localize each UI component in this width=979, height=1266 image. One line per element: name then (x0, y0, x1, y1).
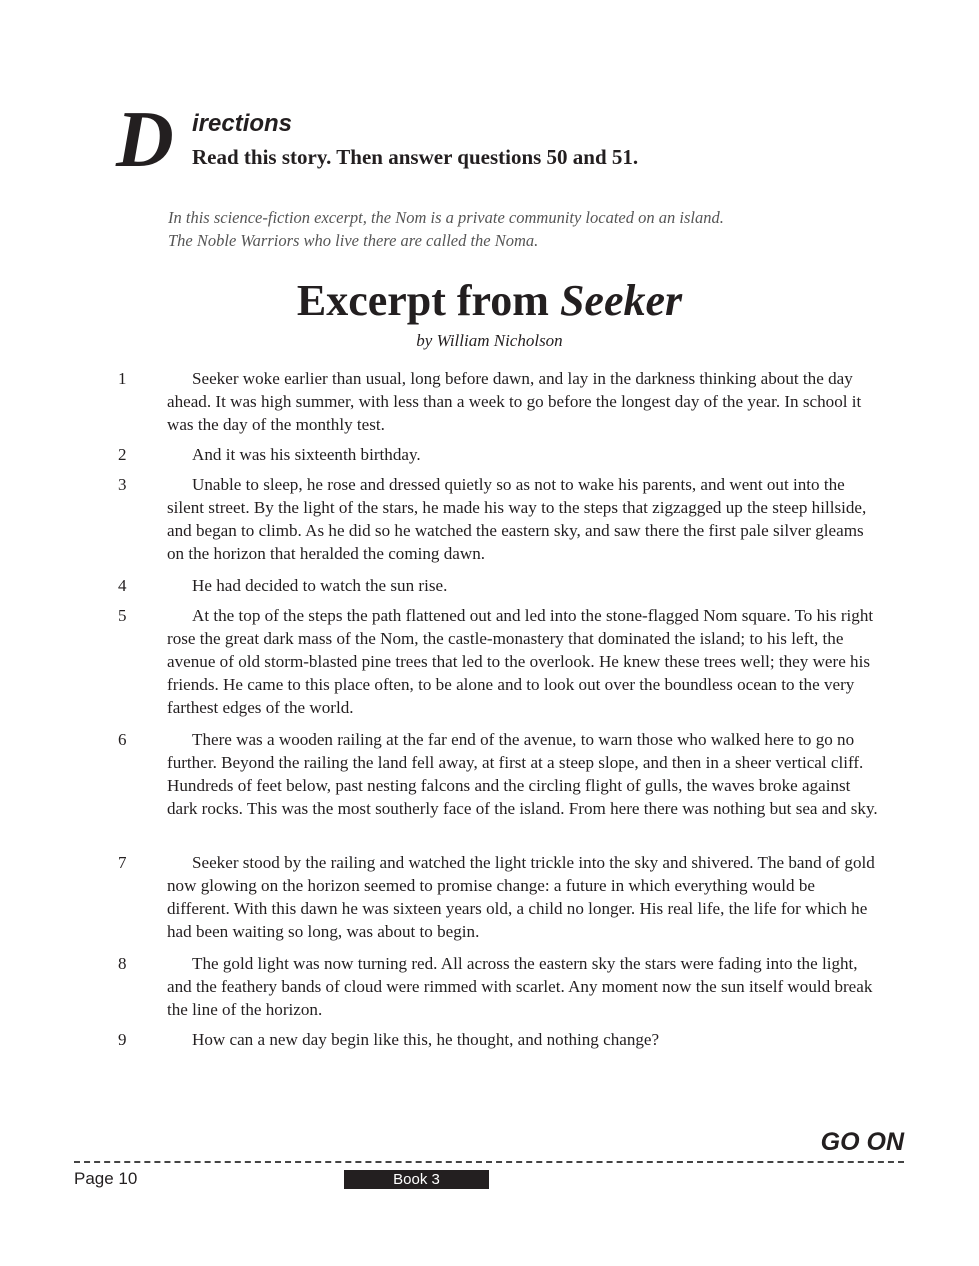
paragraph-number: 7 (118, 853, 127, 872)
paragraph-number: 8 (118, 954, 127, 973)
directions-header (116, 96, 816, 184)
go-on-label: GO ON (820, 1128, 904, 1156)
paragraph-number: 2 (118, 445, 127, 464)
title-prefix: Excerpt from (296, 276, 560, 325)
paragraph-number: 9 (118, 1030, 127, 1049)
paragraph-number: 6 (118, 730, 127, 749)
paragraph-text: How can a new day begin like this, he thought, and nothing change? (192, 1030, 660, 1049)
story-title (0, 274, 979, 328)
paragraph-text: At the top of the steps the path flattened out and led into the stone-flagged Nom square. To his right rose the great dark mass of the Nom, the castle-monastery that dominated the island; to his left, the avenue of old storm-blasted pine trees that led to the overlook. He knew these trees well; they were his friends. He came to this place often, to be alone and to look out over the boundless ocean to the very farthest edges of the world. (167, 606, 874, 717)
directions-heading: irections (192, 110, 293, 137)
paragraph-text: He had decided to watch the sun rise. (192, 576, 448, 595)
page-number: Page 10 (74, 1169, 138, 1188)
intro-line-2: The Noble Warriors who live there are called the Noma. (168, 231, 539, 250)
paragraph-text: And it was his sixteenth birthday. (192, 445, 421, 464)
paragraph-text: Seeker woke earlier than usual, long before dawn, and lay in the darkness thinking about the day ahead. It was high summer, with less than a week to go before the longest day of the year. In school it was the day of the monthly test. (167, 369, 862, 434)
directions-drop-cap: D (116, 96, 174, 184)
paragraph-number: 5 (118, 606, 127, 625)
paragraph-text: Unable to sleep, he rose and dressed quietly so as not to wake his parents, and went out into the silent street. By the light of the stars, he made his way to the steps that zigzagged up the steep hillside, and began to climb. As he did so he watched the eastern sky, and saw there the first pale silver gleams on the horizon that heralded the coming dawn. (167, 475, 867, 563)
paragraph-number: 3 (118, 475, 127, 494)
byline: by William Nicholson (416, 331, 563, 350)
paragraph-number: 4 (118, 576, 127, 595)
paragraph-text: The gold light was now turning red. All across the eastern sky the stars were fading into the light, and the feathery bands of cloud were rimmed with scarlet. Any moment now the sun itself would break the line of the horizon. (167, 954, 873, 1019)
paragraph-number: 1 (118, 369, 127, 388)
intro-line-1: In this science-fiction excerpt, the Nom is a private community located on an island. (168, 208, 724, 227)
footer-divider (74, 1161, 904, 1163)
book-label: Book 3 (344, 1170, 489, 1189)
title-book-name: Seeker (559, 276, 683, 325)
intro-note (168, 206, 868, 252)
paragraph-text: Seeker stood by the railing and watched the light trickle into the sky and shivered. The band of gold now glowing on the horizon seemed to promise change: a future in which everything would be different. With this dawn he was sixteen years old, a child no longer. His real life, the life for which he had been waiting so long, was about to begin. (167, 853, 875, 941)
directions-instruction: Read this story. Then answer questions 50 and 51. (192, 145, 639, 169)
paragraph-text: There was a wooden railing at the far end of the avenue, to warn those who walked here to go no further. Beyond the railing the land fell away, at first at a steep slope, and then in a sheer vertical cliff. Hundreds of feet below, past nesting falcons and the circling flight of gulls, the waves broke against dark rocks. This was the most southerly face of the island. From here there was nothing but sea and sky. (167, 730, 878, 818)
